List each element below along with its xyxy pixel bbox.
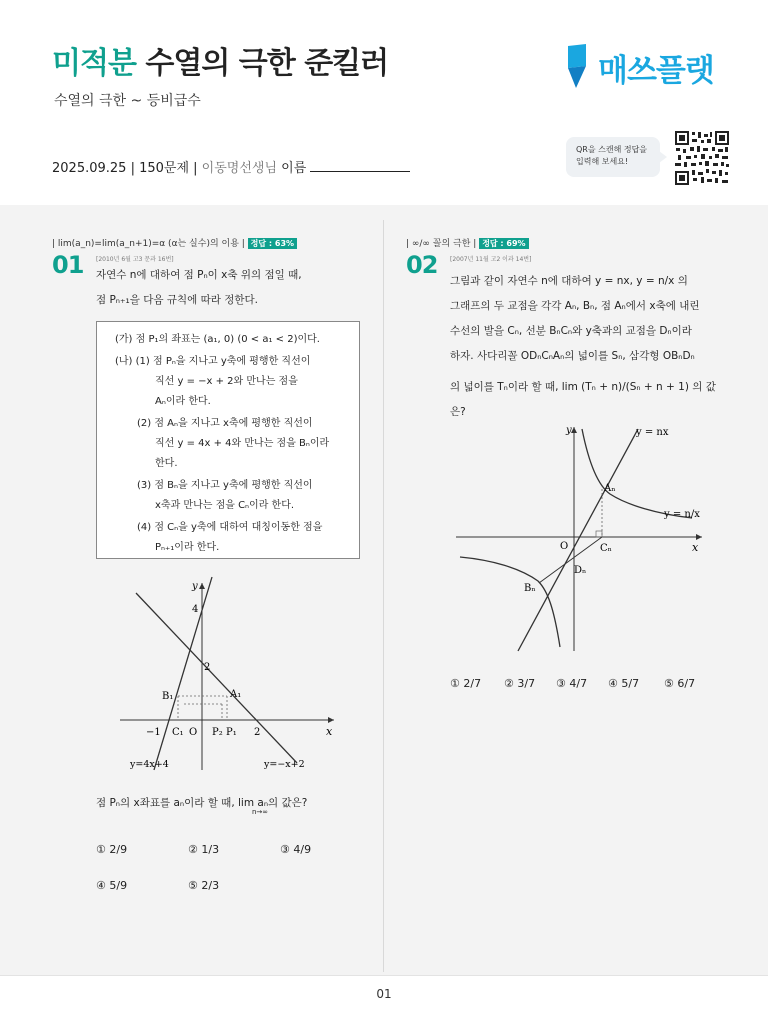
q1-cond-na-2c: 한다. <box>155 458 178 469</box>
q1-question <box>96 791 358 816</box>
q1-label-O: O <box>189 727 198 738</box>
q1-label-A1: A₁ <box>230 689 242 700</box>
q1-answer-rate-badge: 정답 : 63% <box>248 238 297 249</box>
q2-stem-line3: 수선의 발을 Cₙ, 선분 BₙCₙ와 y축과의 교점을 Dₙ이라 <box>450 325 692 337</box>
q1-topic-text: | lim(a_n)=lim(a_n+1)=α (α는 실수)의 이용 | <box>52 239 245 249</box>
q1-y-label: y <box>192 581 198 592</box>
q2-graph <box>452 419 708 655</box>
q1-stem-line2: 점 Pₙ₊₁을 다음 규칙에 따라 정한다. <box>96 294 259 306</box>
q2-choice-4[interactable]: ④ 5/7 <box>608 677 640 690</box>
q2-topic <box>406 236 529 249</box>
q2-line-nx <box>518 429 638 651</box>
q1-source: [2010년 6월 고3 문과 16번] <box>96 256 174 263</box>
q1-stem <box>96 263 356 313</box>
q2-label-Dn: Dₙ <box>574 565 587 576</box>
q1-tick-2: 2 <box>204 662 211 673</box>
q2-stem <box>450 269 716 425</box>
q1-label-C1: C₁ <box>172 727 184 738</box>
q1-cond-na-1b: 직선 y = −x + 2와 만나는 점을 <box>155 376 298 387</box>
q2-number: 02 <box>406 251 438 279</box>
q1-label-B1: B₁ <box>162 691 174 702</box>
q2-answer-rate-badge: 정답 : 69% <box>479 238 528 249</box>
q1-condition-box <box>96 321 360 559</box>
q1-choice-1[interactable]: ① 2/9 <box>96 843 128 856</box>
q2-label-Cn: Cₙ <box>600 543 612 554</box>
q1-cond-na-1c: Aₙ이라 한다. <box>155 396 211 407</box>
page-header <box>0 0 768 205</box>
q2-stem-line5: 의 넓이를 Tₙ이라 할 때, lim (Tₙ + n)/(Sₙ + n + 1) 의 값은? <box>450 381 716 418</box>
info-teacher: 이동명선생님 <box>201 161 278 176</box>
q2-topic-text: | ∞/∞ 꼴의 극한 | <box>406 239 477 249</box>
page-number: 01 <box>376 987 392 1001</box>
q1-topic <box>52 236 297 249</box>
q2-label-O: O <box>560 541 569 552</box>
q2-stem-line1: 그림과 같이 자연수 n에 대하여 y = nx, y = n/x 의 <box>450 275 688 287</box>
q1-tick-neg1: −1 <box>146 727 161 738</box>
q2-choice-3[interactable]: ③ 4/7 <box>556 677 588 690</box>
q2-source: [2007년 11월 고2 이과 14번] <box>450 256 532 263</box>
q1-tick-4: 4 <box>192 604 199 615</box>
q1-choice-4[interactable]: ④ 5/9 <box>96 879 128 892</box>
q1-stem-line1: 자연수 n에 대하여 점 Pₙ이 x축 위의 점일 때, <box>96 269 302 281</box>
qr-hint-bubble <box>566 137 660 177</box>
q2-y-label: y <box>566 425 572 436</box>
q1-cond-na-1: (나) (1) 점 Pₙ을 지나고 y축에 평행한 직선이 <box>115 356 311 367</box>
worksheet-title <box>52 38 388 82</box>
column-divider <box>383 220 384 972</box>
q1-graph <box>112 575 342 775</box>
q1-x-label: x <box>326 725 333 738</box>
q2-label-Bn: Bₙ <box>524 583 536 594</box>
q1-choice-2[interactable]: ② 1/3 <box>188 843 220 856</box>
q2-choice-2[interactable]: ② 3/7 <box>504 677 536 690</box>
worksheet-subtitle: 수열의 극한 ~ 등비급수 <box>54 93 201 109</box>
q2-x-label: x <box>692 541 699 554</box>
q1-number: 01 <box>52 251 84 279</box>
q2-curve-label: y = n/x <box>664 509 700 520</box>
brand-logo <box>566 44 714 90</box>
worksheet-info <box>52 157 410 176</box>
q2-label-An: Aₙ <box>604 483 616 494</box>
brand-logo-mark-icon <box>566 44 588 90</box>
question-02 <box>406 233 718 703</box>
title-subject: 미적분 <box>52 46 136 81</box>
brand-logo-text: 매쓰플랫 <box>598 52 714 89</box>
q2-stem-line4: 하자. 사다리꼴 ODₙCₙAₙ의 넓이를 Sₙ, 삼각형 OBₙDₙ <box>450 350 695 362</box>
q1-cond-ga: (가) 점 P₁의 좌표는 (a₁, 0) (0 < a₁ < 2)이다. <box>115 334 320 345</box>
q2-line-label: y = nx <box>636 427 669 438</box>
q1-cond-na-3: (3) 점 Bₙ을 지나고 y축에 평행한 직선이 <box>137 480 313 491</box>
info-name-label: 이름 <box>281 161 307 176</box>
q1-cond-na-2b: 직선 y = 4x + 4와 만나는 점을 Bₙ이라 <box>155 438 330 449</box>
q2-choice-1[interactable]: ① 2/7 <box>450 677 482 690</box>
q1-cond-na-2: (2) 점 Aₙ을 지나고 x축에 평행한 직선이 <box>137 418 313 429</box>
q2-stem-line2: 그래프의 두 교점을 각각 Aₙ, Bₙ, 점 Aₙ에서 x축에 내린 <box>450 300 700 312</box>
q1-choice-3[interactable]: ③ 4/9 <box>280 843 312 856</box>
content-area <box>0 205 768 975</box>
footer-divider <box>0 975 768 976</box>
question-01 <box>52 233 362 923</box>
qr-hint-line2: 입력해 보세요! <box>576 157 629 166</box>
q1-label-line2: y=−x+2 <box>264 759 305 770</box>
qr-code-icon[interactable] <box>674 130 730 186</box>
q1-cond-na-4b: Pₙ₊₁이라 한다. <box>155 542 220 553</box>
q1-tick-2x: 2 <box>254 727 261 738</box>
q1-line-4x4 <box>154 577 212 770</box>
q1-question-text: 점 Pₙ의 x좌표를 aₙ이라 할 때, lim aₙ의 값은? <box>96 797 308 809</box>
q1-label-line1: y=4x+4 <box>130 759 169 770</box>
q1-label-P2: P₂ <box>212 727 223 738</box>
q1-cond-na-4: (4) 점 Cₙ을 y축에 대하여 대칭이동한 점을 <box>137 522 323 533</box>
name-blank-line <box>310 159 410 172</box>
q1-choice-5[interactable]: ⑤ 2/3 <box>188 879 220 892</box>
q2-choice-5[interactable]: ⑤ 6/7 <box>664 677 696 690</box>
q1-label-P1: P₁ <box>226 727 237 738</box>
q2-curve-pos <box>582 429 692 518</box>
q1-cond-na-3b: x축과 만나는 점을 Cₙ이라 한다. <box>155 500 295 511</box>
title-topic: 수열의 극한 준킬러 <box>145 46 389 81</box>
qr-hint-line1: QR을 스캔해 정답을 <box>576 145 648 154</box>
q1-question-lim-sub: n→∞ <box>252 808 269 816</box>
info-date-count: 2025.09.25 | 150문제 | <box>52 161 198 176</box>
